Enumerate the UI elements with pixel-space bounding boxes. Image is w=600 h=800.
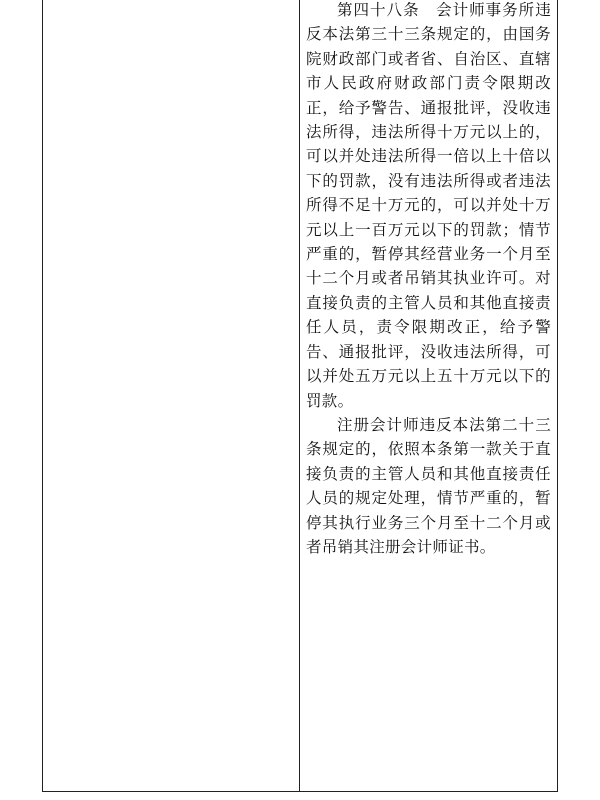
article-48-paragraph-1: 第四十八条 会计师事务所违反本法第三十三条规定的，由国务院财政部门或者省、自治区、直辖市人民政府财政部门责令限期改正，给予警告、通报批评，没收违法所得，违法所得十万元以上的，可以并处违法所得一倍以上十倍以下的罚款，没有违法所得或者违法所得不足十万元的，可以并处十万元以上一百万元以下的罚款；情节严重的，暂停其经营业务一个月至十二个月或者吊销其执业许可。对直接负责的主管人员和其他直接责任人员，责令限期改正，给予警告、通报批评，没收违法所得，可以并处五万元以上五十万元以下的罚款。 [306,1,551,410]
left-column [43,0,300,791]
article-48-paragraph-2: 注册会计师违反本法第二十三条规定的，依照本条第一款关于直接负责的主管人员和其他直接责任人员的规定处理，情节严重的，暂停其执行业务三个月至十二个月或者吊销其注册会计师证书。 [306,415,551,556]
right-column [300,0,557,791]
comparison-table [42,0,558,792]
